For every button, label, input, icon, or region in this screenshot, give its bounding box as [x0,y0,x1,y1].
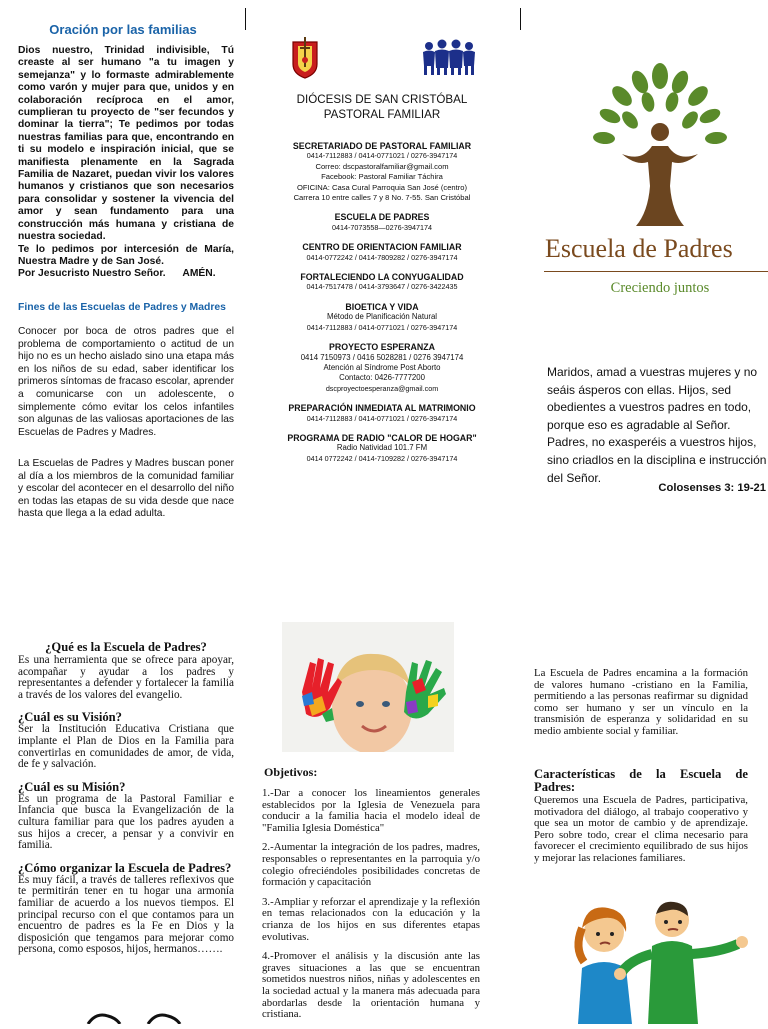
contact-escuela [272,212,492,233]
objetivo-item: 2.-Aumentar la integración de los padres, madres, responsables o representantes en la parroquia y/o colegio ofreciéndoles posibilidades concretas de formación y capacitación [262,841,480,889]
contact-phones: 0414-7517478 / 0414-3793647 / 0276-3422435 [306,282,458,292]
contact-conyugalidad [272,272,492,293]
prayer-block [18,45,234,281]
contact-bioetica [272,302,492,333]
contact-title: PROGRAMA DE RADIO "CALOR DE HOGAR" [287,432,477,443]
caracteristicas-body: Queremos una Escuela de Padres, participativa, motivadora del diálogo, al trabajo cooperativo y que sea un motor de cambio y de aprendizaje. Pero sobre todo, crear el clima necesario para favorecer el crecimiento equilibrado de sus hijos y mejorar las relaciones familiares. [534,794,748,864]
contact-address: Carrera 10 entre calles 7 y 8 No. 7-55. San Cristóbal [293,193,471,203]
fold-mark-left [245,8,246,30]
contact-phones: 0414-7073558—0276-3947174 [332,222,432,232]
contact-title: PREPARACIÓN INMEDIATA AL MATRIMONIO [288,403,476,414]
objetivos-list [262,788,480,1029]
objetivo-item: 1.-Dar a conocer los lineamientos generales establecidos por la Iglesia de Venezuela para conducir a la familia hacia el modelo ideal de "Familia Iglesia Doméstica" [262,787,480,834]
prayer-closing: Por Jesucristo Nuestro Señor. AMÉN. [18,268,216,280]
q2-body: Ser la Institución Educativa Cristiana que implante el Plan de Dios en la Familia para convertirlas en comunidades de amor, de vida, de fe y salvación. [18,723,234,771]
tree-logo-icon [592,62,728,230]
diocese-shield-logo [290,36,320,80]
logo-divider [544,271,768,272]
contact-title: CENTRO DE ORIENTACION FAMILIAR [302,242,462,253]
contact-phones: 0414-7112883 / 0414-0771021 / 0276-3947174 [306,322,458,332]
contact-subtitle: Método de Planificación Natural [326,312,438,322]
objetivo-item: 3.-Ampliar y reforzar el aprendizaje y la reflexión en temas relacionados con la educación y la crianza de los hijos en sus diferentes etapas evolutivas. [262,895,480,943]
logo-title: Escuela de Padres [545,234,733,263]
contact-title: ESCUELA DE PADRES [334,212,430,223]
prayer-intercession: Te lo pedimos por intercesión de María, Nuestra Madre y de San José. [18,243,234,267]
q1-body: Es una herramienta que se ofrece para apoyar, acompañar y ayudar a los padres y representantes a defender y fortalecer la familia a través de los valores del evangelio. [18,654,234,701]
contact-radio [272,433,492,464]
contact-phones: 0414-0772242 / 0414-7809282 / 0276-3947174 [306,252,458,262]
contact-centro [272,242,492,263]
parent-child-cartoon [560,898,750,1024]
contact-title: BIOETICA Y VIDA [345,301,419,312]
contact-office: OFICINA: Casa Cural Parroquia San José (centro) [296,182,468,192]
left-bottom-column [18,641,234,956]
contact-email: dscproyectoesperanza@gmail.com [325,383,439,393]
fines-paragraph-1: Conocer por boca de otros padres que el problema de comportamiento o actitud de un hijo no es un hecho aislado sino una etapa más en los niños de su edad, saber identificar los primeros síntomas de fracaso escolar, aprender a comunicarse con un adolescente, o simplemente cómo evitar los celos infantiles son algunas de las valiosas aportaciones de las Escuelas de Padres y Madres. [18,326,234,438]
child-painted-hands-photo [282,622,454,752]
contact-phone: Contacto: 0426-7777200 [339,373,425,383]
q2-title: ¿Cuál es su Visión? [18,710,122,725]
pastoral-familiar: PASTORAL FAMILIAR [323,107,441,121]
quote-reference: Colosenses 3: 19-21 [658,482,766,494]
escuela-intro: La Escuela de Padres encamina a la formación de valores humano -cristiano en la Familia, permitiendo a las personas reafirmar su dignidad como ser humano y ser un vínculo en la transmisión de esperanza y solidaridad en su medio ambiente social y familiar. [534,667,748,737]
fines-paragraph-2: La Escuelas de Padres y Madres buscan poner al día a los miembros de la comunidad familiar y escolar del acontecer en el desarrollo del niño en todas las etapas de su vida desde que nace hasta que llega a la edad adulta. [18,458,234,520]
q3-body: Es un programa de la Pastoral Familiar e Infancia que busca la Evangelización de la cultura familiar para que los padres ayuden a sus hijos a crecer, a pensar y a convivir en familia. [18,792,234,852]
contact-phones: 0414 0772242 / 0414-7109282 / 0276-3947174 [306,453,458,463]
diocese-heading [272,93,492,122]
contact-phones: 0414 7150973 / 0416 5028281 / 0276 3947174 [300,352,464,362]
contact-esperanza [272,342,492,394]
contact-subtitle: Radio Natividad 101.7 FM [336,443,428,453]
objetivos-title: Objetivos: [264,765,318,779]
caracteristicas-title: Características de la Escuela de Padres: [534,767,748,794]
decorative-logo-fragment [86,1010,186,1024]
q3-title: ¿Cuál es su Misión? [18,779,126,794]
fold-mark-right [520,8,521,30]
contact-email: Correo: dscpastoralfamiliar@gmail.com [315,161,449,171]
family-group-logo [420,38,478,76]
contact-matrimonio [272,403,492,424]
contact-secretariado [272,141,492,203]
contact-phones: 0414-7112883 / 0414-0771021 / 0276-3947174 [306,151,458,161]
q4-title: ¿Cómo organizar la Escuela de Padres? [18,860,232,875]
contact-phones: 0414-7112883 / 0414-0771021 / 0276-3947174 [306,413,458,423]
contact-subtitle: Atención al Síndrome Post Aborto [323,362,441,372]
objetivo-item: 4.-Promover el análisis y la discusión ante las graves situaciones a las que se encuentran sometidos nuestros niños, niñas y adolescentes en la sociedad actual y la manera más adecuada para abordarlas desde la orientación humana y cristiana. [262,950,480,1021]
fines-title: Fines de las Escuelas de Padres y Madres [18,302,226,313]
prayer-body: Dios nuestro, Trinidad indivisible, Tú creaste al ser humano "a tu imagen y semejanza" y lo formaste admirablemente como varón y mujer para que, unidos y en colaboración recíproca en el amor, cumplieran tu proyecto de "ser fecundos y dominar la tierra"; Te pedimos por todas nuestras familias para que, encontrando en ti su modelo e inspiración inicial, que se manifiesta plenamente en la Sagrada Familia de Nazaret, puedan vivir los valores humanos y cristianos que son necesarios para consolidar y sostener la vivencia del amor y sean fundamento para una construcción más humana y cristiana de nuestra sociedad. [18,45,234,243]
prayer-title: Oración por las familias [49,22,197,37]
logo-subtitle: Creciendo juntos [610,280,710,296]
q4-body: Es muy fácil, a través de talleres reflexivos que te permitirán tener en tu hogar una armonía familiar de acuerdo a los nuevos tiempos. El principal recurso con el que contamos para un encuentro de padres es la Fe en Dios y la disposición que tengamos para mejorar como persona, como esposos, hijos, hermanos……. [18,873,234,956]
contact-facebook: Facebook: Pastoral Familiar Táchira [321,172,443,182]
contact-title: PROYECTO ESPERANZA [329,342,435,353]
contact-title: FORTALECIENDO LA CONYUGALIDAD [300,272,464,283]
contact-title: SECRETARIADO DE PASTORAL FAMILIAR [292,141,472,151]
contacts-list [272,141,492,473]
q1-title: ¿Qué es la Escuela de Padres? [45,640,207,654]
colossians-quote: Maridos, amad a vuestras mujeres y no seáis ásperos con ellas. Hijos, sed obedientes a vuestros padres en todo, porque eso es agradable al Señor. Padres, no exasperéis a vuestros hijos, sino criadlos en la disciplina e instrucción del Señor. [547,365,767,485]
diocese-name: DIÓCESIS DE SAN CRISTÓBAL [296,93,468,106]
